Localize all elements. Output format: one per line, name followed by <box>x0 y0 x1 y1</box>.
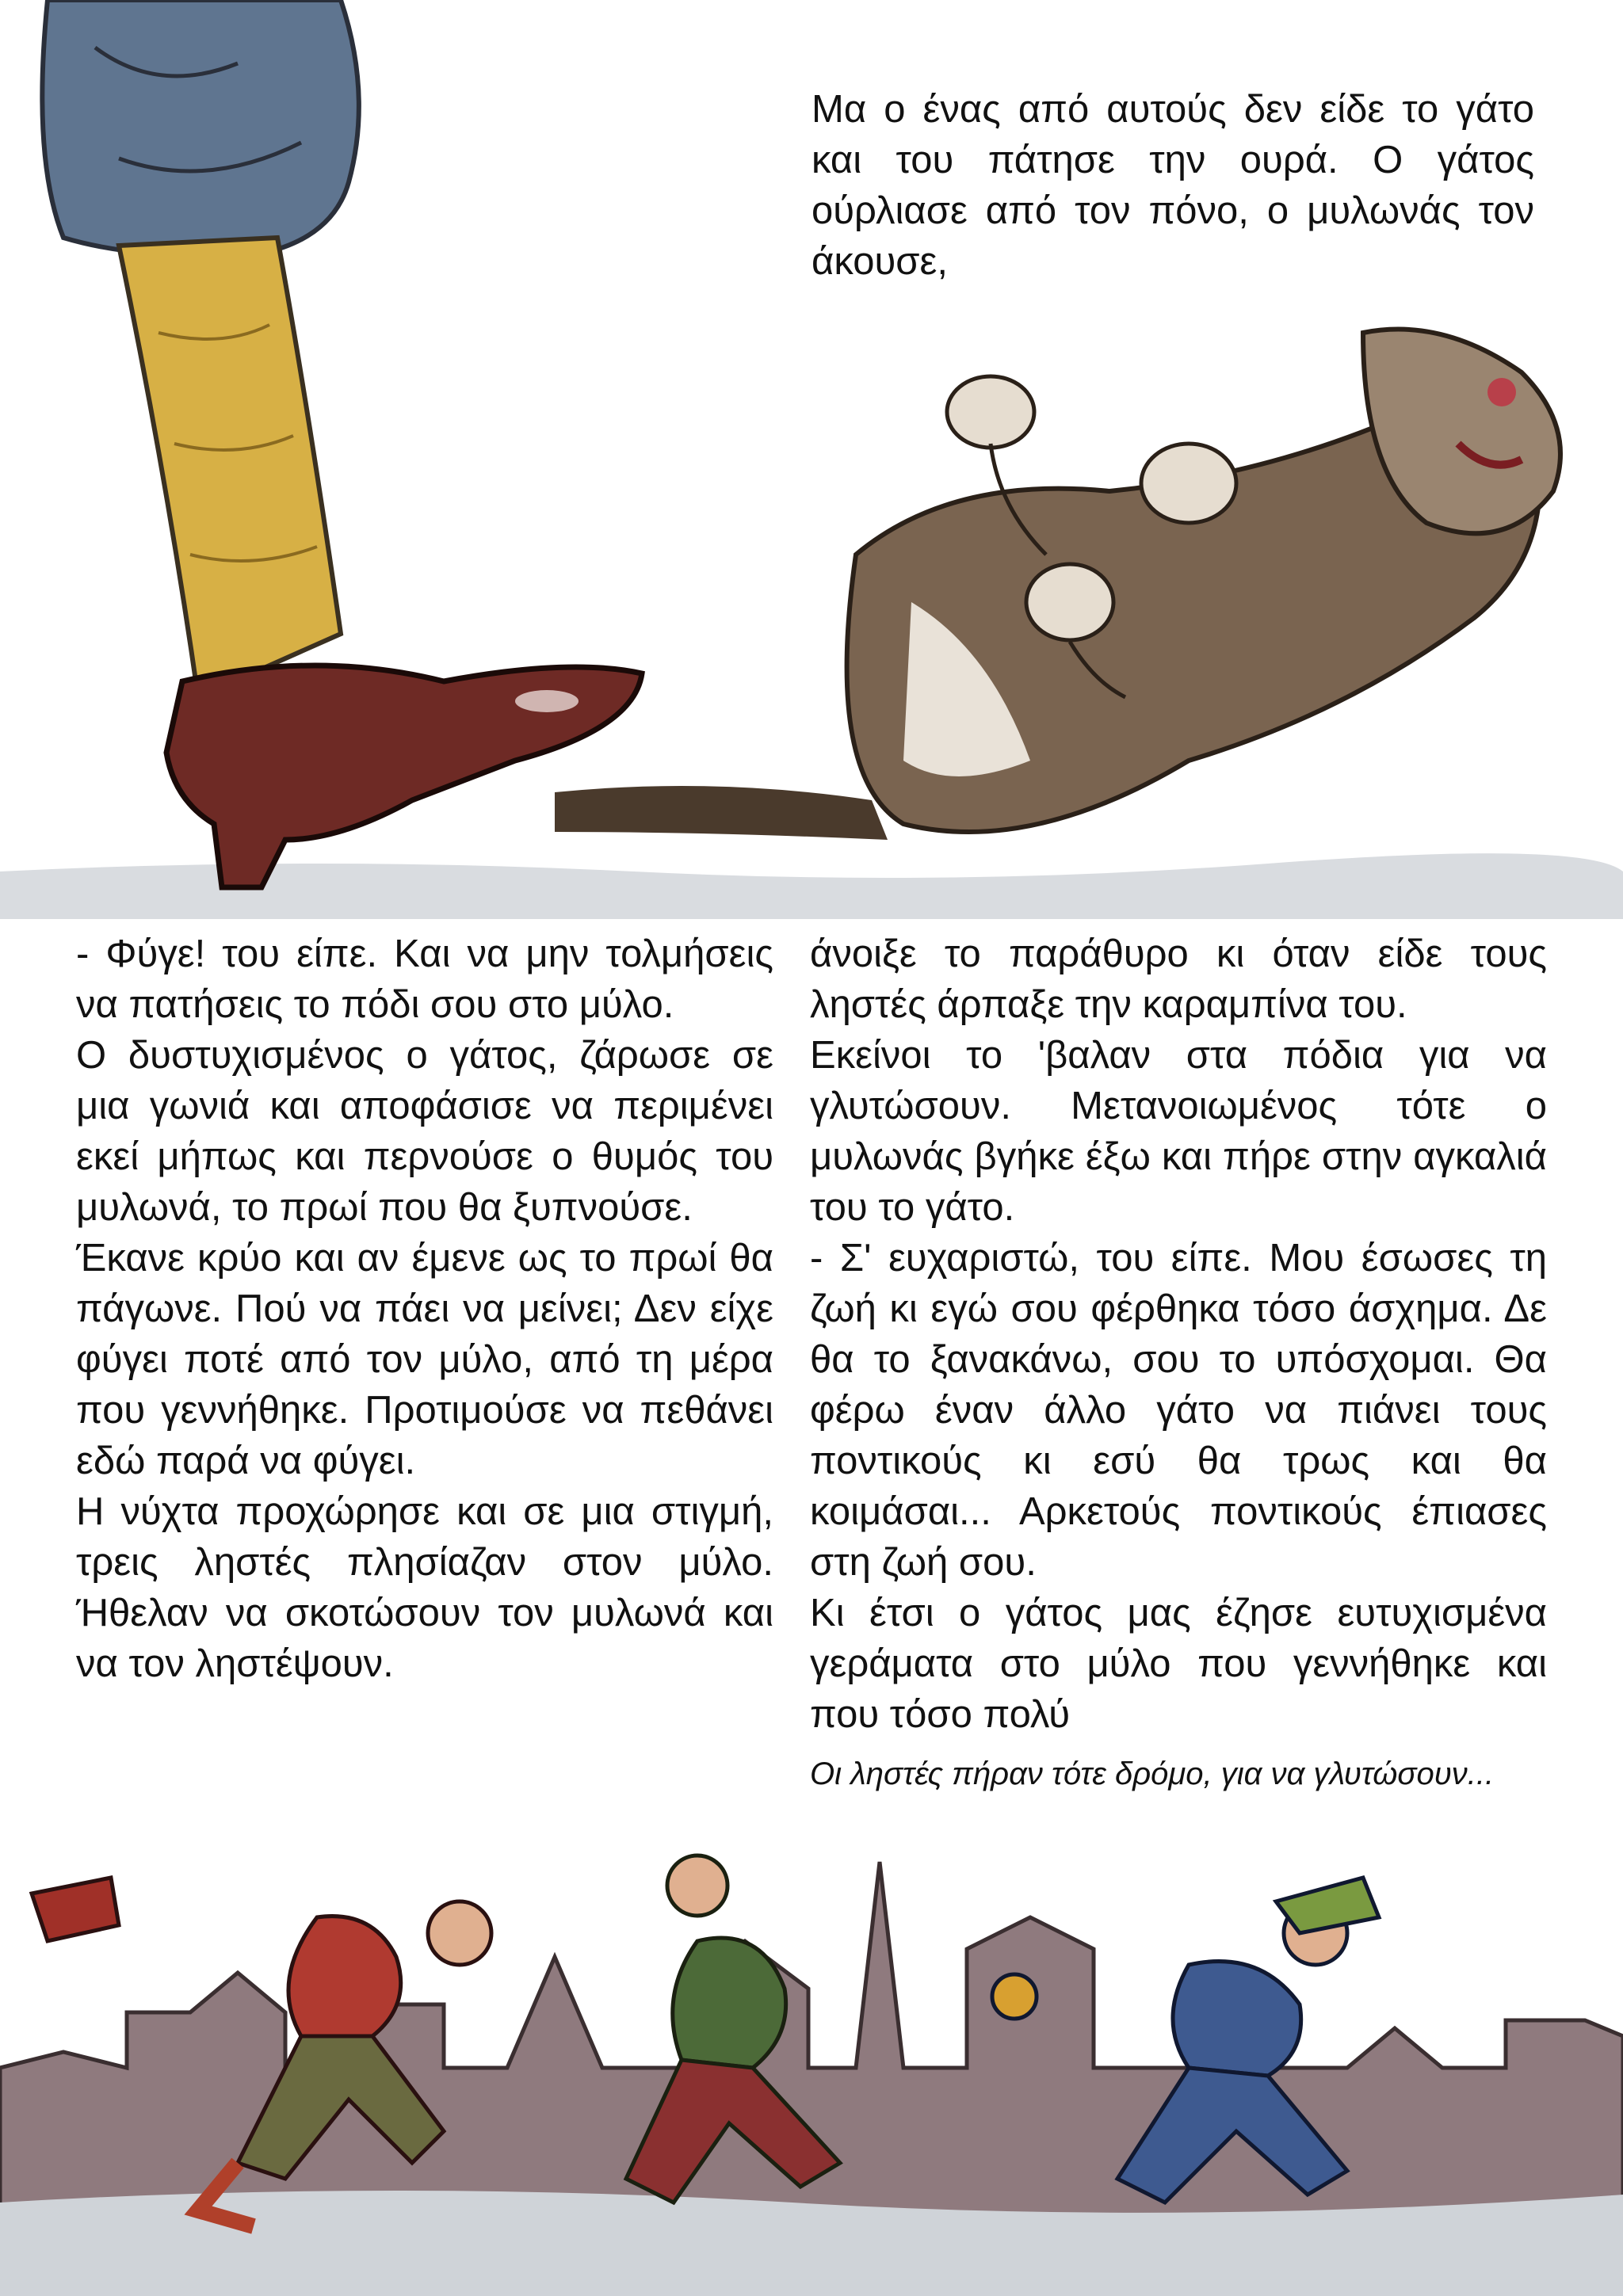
cat-paw <box>947 376 1034 448</box>
paragraph: Κι έτσι ο γάτος μας έζησε ευτυχισμένα γεράματα στο μύλο που γεννήθηκε και που τόσο πολύ <box>810 1592 1547 1736</box>
paragraph: Η νύχτα προχώρησε και σε μια στιγμή, τρεις ληστές πλησίαζαν στον μύλο. Ήθελαν να σκοτώσουν τον μυλωνά και να τον ληστέψουν. <box>76 1490 773 1685</box>
bottom-caption: Οι ληστές πήραν τότε δρόμο, για να γλυτώσουν... <box>810 1756 1495 1791</box>
trousers <box>42 0 359 256</box>
top-caption-text: Μα ο ένας από αυτούς δεν είδε το γάτο και του πάτησε την ουρά. Ο γάτος ούρλιασε από τον πόνο, ο μυλωνάς τον άκουσε, <box>812 88 1534 283</box>
running-robbers-picture <box>0 1830 1623 2296</box>
top-caption <box>800 76 1545 283</box>
paragraph: Εκείνοι το 'βαλαν στα πόδια για να γλυτώσουν. Μετανοιωμένος τότε ο μυλωνάς βγήκε έξω και πήρε στην αγκαλιά του το γάτο. <box>810 1034 1547 1229</box>
cat-tail <box>555 786 888 840</box>
paragraph: - Σ' ευχαριστώ, του είπε. Μου έσωσες τη ζωή κι εγώ σου φέρθηκα τόσο άσχημα. Δε θα το ξανακάνω, σου το υπόσχομαι. Θα φέρω έναν άλλο γάτο να πιάνει τους ποντικούς κι εσύ θα τρως και θα κοιμάσαι... Αρκετούς ποντικούς έπιασες στη ζωή σου. <box>810 1237 1547 1584</box>
cat-nose <box>1487 378 1516 406</box>
cat-paw <box>1026 564 1113 640</box>
yellow-stocking <box>119 238 341 697</box>
paragraph: Έκανε κρύο και αν έμενε ως το πρωί θα πάγωνε. Πού να πάει να μείνει; Δεν είχε φύγει ποτέ από τον μύλο, από τη μέρα που γεννήθηκε. Προτιμούσε να πεθάνει εδώ παρά να φύγει. <box>76 1237 773 1482</box>
cat-paw <box>1141 444 1236 523</box>
paragraph: Ο δυστυχισμένος ο γάτος, ζάρωσε σε μια γωνιά και αποφάσισε να περιμένει εκεί μήπως και περνούσε ο θυμός του μυλωνά, το πρωί που θα ξυπνούσε. <box>76 1034 773 1229</box>
bottom-illustration <box>0 1830 1623 2296</box>
paragraph: - Φύγε! του είπε. Και να μην τολμήσεις να πατήσεις το πόδι σου στο μύλο. <box>76 933 773 1026</box>
left-text-column <box>76 929 773 1689</box>
paragraph: άνοιξε το παράθυρο κι όταν είδε τους ληστές άρπαξε την καραμπίνα του. <box>810 933 1547 1026</box>
right-text-column <box>810 929 1547 1740</box>
